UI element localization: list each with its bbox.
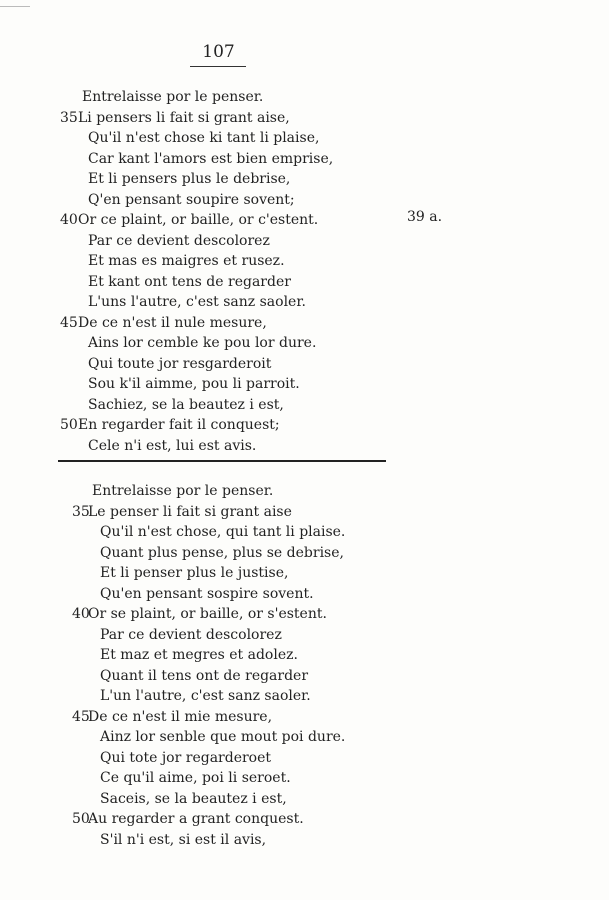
line-number: 40 [72,606,90,622]
page-number: 107 [202,42,235,62]
line-number: 40 [60,212,78,228]
margin-note: 39 a. [407,209,443,225]
verse-line: Qu'il n'est chose ki tant li plaise, [88,130,320,146]
line-number: 50 [60,417,78,433]
verse-line: Or ce plaint, or baille, or c'estent. [78,212,319,228]
line-number: 50 [72,811,90,827]
line-number: 45 [72,708,90,725]
verse-line: Et maz et megres et adolez. [100,647,298,663]
verse-line: Quant il tens ont de regarder [100,667,309,684]
verse-line: Et kant ont tens de regarder [88,273,291,290]
verse-line: Et li pensers plus le debrise, [88,171,291,187]
verse-line: Par ce devient descolorez [100,626,282,643]
verse-line: Le penser li fait si grant aise [88,503,292,520]
verse-line: Ainz lor senble que mout poi dure. [100,729,346,745]
line-number: 35 [60,109,78,126]
verse-line: Q'en pensant soupire sovent; [88,191,295,208]
verse-line: Sou k'il aimme, pou li parroit. [88,376,300,392]
verse-line: Entrelaisse por le penser. [82,89,264,105]
page-number-rule [190,66,246,67]
verse-line: Quant plus pense, plus se debrise, [100,544,344,561]
verse-line: Or se plaint, or baille, or s'estent. [88,606,327,622]
verse-line: Saceis, se la beautez i est, [100,790,287,807]
verse-line: De ce n'est il nule mesure, [78,314,267,331]
verse-line: Qu'en pensant sospire sovent. [100,585,314,602]
verse-line: Car kant l'amors est bien emprise, [88,150,334,167]
verse-line: Qui tote jor regarderoet [100,749,272,766]
verse-line: Entrelaisse por le penser. [92,483,274,499]
line-number: 35 [72,503,90,520]
line-number: 45 [60,314,78,331]
verse-line: Au regarder a grant conquest. [88,811,304,827]
verse-line: Ains lor cemble ke pou lor dure. [88,335,317,351]
verse-line: De ce n'est il mie mesure, [88,708,273,725]
scan-edge-mark [0,0,30,7]
verse-line: Par ce devient descolorez [88,232,270,249]
verse-line: L'un l'autre, c'est sanz saoler. [100,688,311,704]
verse-line: Et li penser plus le justise, [100,565,289,581]
verse-line: Li pensers li fait si grant aise, [78,109,290,126]
section-divider [58,460,386,462]
verse-line: En regarder fait il conquest; [78,417,280,433]
verse-line: Ce qu'il aime, poi li seroet. [100,770,291,786]
verse-line: L'uns l'autre, c'est sanz saoler. [88,294,306,310]
verse-line: Cele n'i est, lui est avis. [88,437,257,454]
verse-line: Qu'il n'est chose, qui tant li plaise. [100,524,346,540]
verse-line: Et mas es maigres et rusez. [88,253,285,269]
verse-line: Sachiez, se la beautez i est, [88,396,284,413]
verse-line: S'il n'i est, si est il avis, [100,831,267,848]
verse-line: Qui toute jor resgarderoit [88,355,272,372]
